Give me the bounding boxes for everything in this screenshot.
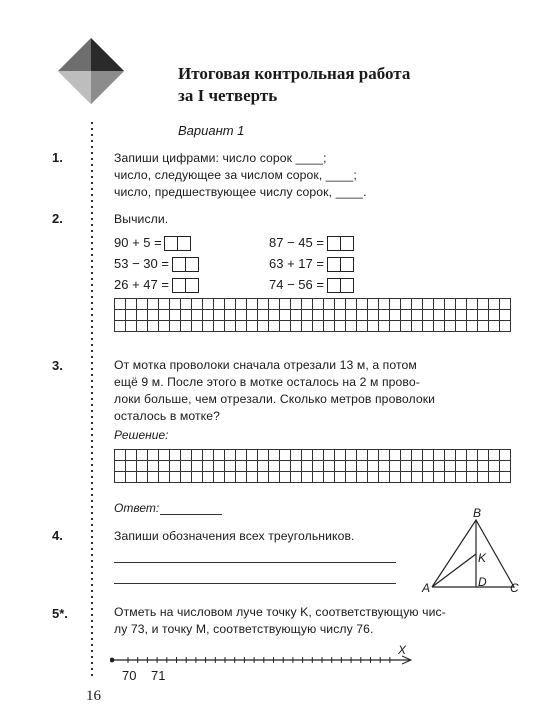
grid-cell[interactable]: [434, 310, 445, 321]
grid-cell[interactable]: [236, 472, 247, 483]
grid-cell[interactable]: [456, 472, 467, 483]
grid-cell[interactable]: [115, 461, 126, 472]
grid-cell[interactable]: [148, 450, 159, 461]
grid-cell[interactable]: [379, 450, 390, 461]
answer-line[interactable]: [114, 583, 396, 584]
equation-text: 87 − 45 =: [269, 235, 324, 250]
grid-cell[interactable]: [258, 461, 269, 472]
grid-cell[interactable]: [137, 310, 148, 321]
task-2-left-column: [114, 232, 199, 295]
grid-cell[interactable]: [236, 450, 247, 461]
grid-cell[interactable]: [159, 310, 170, 321]
grid-cell[interactable]: [478, 472, 489, 483]
title-line-2: за I четверть: [178, 86, 278, 105]
margin-dotted-line: [90, 120, 94, 680]
grid-cell[interactable]: [214, 450, 225, 461]
vertex-label-b: B: [473, 506, 482, 520]
page-title: [178, 63, 410, 107]
grid-cell[interactable]: [181, 472, 192, 483]
grid-cell[interactable]: [467, 450, 478, 461]
grid-cell[interactable]: [159, 321, 170, 332]
ray-origin-point: [110, 658, 114, 663]
grid-cell[interactable]: [357, 472, 368, 483]
grid-cell[interactable]: [269, 461, 280, 472]
grid-cell[interactable]: [412, 321, 423, 332]
answer-box[interactable]: [177, 236, 191, 251]
grid-cell[interactable]: [126, 461, 137, 472]
equation-text: 53 − 30 =: [114, 256, 169, 271]
grid-cell[interactable]: [445, 461, 456, 472]
grid-cell[interactable]: [412, 461, 423, 472]
vertex-label-k: K: [478, 551, 487, 565]
grid-cell[interactable]: [390, 450, 401, 461]
grid-cell[interactable]: [379, 461, 390, 472]
grid-cell[interactable]: [324, 321, 335, 332]
grid-cell[interactable]: [258, 450, 269, 461]
grid-cell[interactable]: [258, 310, 269, 321]
answer-line[interactable]: [114, 562, 396, 563]
grid-cell[interactable]: [401, 450, 412, 461]
grid-cell[interactable]: [148, 310, 159, 321]
grid-cell[interactable]: [456, 461, 467, 472]
grid-cell[interactable]: [346, 450, 357, 461]
grid-cell[interactable]: [159, 299, 170, 310]
vertex-label-a: A: [422, 581, 431, 595]
grid-cell[interactable]: [258, 321, 269, 332]
grid-cell[interactable]: [148, 461, 159, 472]
grid-cell[interactable]: [313, 450, 324, 461]
grid-cell[interactable]: [423, 461, 434, 472]
grid-cell[interactable]: [137, 450, 148, 461]
grid-cell[interactable]: [115, 472, 126, 483]
grid-cell[interactable]: [181, 310, 192, 321]
grid-cell[interactable]: [148, 299, 159, 310]
grid-cell[interactable]: [324, 450, 335, 461]
task-2-number: 2.: [52, 211, 63, 226]
equation-row: [114, 274, 199, 295]
equation-row: [114, 232, 199, 253]
grid-cell[interactable]: [170, 321, 181, 332]
grid-cell[interactable]: [401, 310, 412, 321]
grid-cell[interactable]: [236, 299, 247, 310]
grid-cell[interactable]: [159, 472, 170, 483]
grid-cell[interactable]: [434, 321, 445, 332]
answer-box[interactable]: [327, 278, 341, 293]
grid-cell[interactable]: [302, 310, 313, 321]
grid-cell[interactable]: [258, 472, 269, 483]
task-2-right-column: [269, 232, 354, 295]
vertex-label-c: C: [510, 581, 519, 595]
ray-tick-label-71: 71: [151, 668, 166, 683]
vertex-label-d: D: [478, 575, 487, 589]
grid-cell[interactable]: [313, 299, 324, 310]
grid-cell[interactable]: [203, 310, 214, 321]
grid-cell[interactable]: [346, 310, 357, 321]
grid-cell[interactable]: [181, 461, 192, 472]
grid-cell[interactable]: [489, 299, 500, 310]
grid-cell[interactable]: [225, 321, 236, 332]
answer-box[interactable]: [340, 236, 354, 251]
grid-cell[interactable]: [247, 321, 258, 332]
grid-cell[interactable]: [126, 450, 137, 461]
answer-box[interactable]: [340, 278, 354, 293]
task-1-line-3: число, предшествующее числу сорок, ____.: [114, 185, 367, 199]
grid-cell[interactable]: [456, 299, 467, 310]
grid-cell[interactable]: [368, 299, 379, 310]
task-2-instruction: Вычисли.: [114, 212, 169, 226]
grid-cell[interactable]: [214, 321, 225, 332]
answer-box[interactable]: [172, 257, 186, 272]
decorative-diamond-icon: [56, 36, 126, 106]
grid-cell[interactable]: [412, 310, 423, 321]
grid-cell[interactable]: [225, 299, 236, 310]
grid-cell[interactable]: [170, 461, 181, 472]
grid-cell[interactable]: [203, 472, 214, 483]
grid-cell[interactable]: [225, 450, 236, 461]
task-5-text: [114, 604, 446, 638]
grid-cell[interactable]: [401, 472, 412, 483]
task-4-instruction: Запиши обозначения всех треугольников.: [114, 529, 355, 543]
task-3-line-1: От мотка проволоки сначала отрезали 13 м, а потом: [114, 358, 417, 372]
grid-cell[interactable]: [313, 472, 324, 483]
grid-cell[interactable]: [324, 299, 335, 310]
grid-cell[interactable]: [291, 461, 302, 472]
grid-cell[interactable]: [291, 472, 302, 483]
grid-cell[interactable]: [115, 310, 126, 321]
task-1-number: 1.: [52, 150, 63, 165]
grid-cell[interactable]: [324, 461, 335, 472]
equation-row: [114, 253, 199, 274]
grid-cell[interactable]: [225, 461, 236, 472]
grid-cell[interactable]: [302, 450, 313, 461]
grid-cell[interactable]: [434, 299, 445, 310]
grid-cell[interactable]: [478, 321, 489, 332]
grid-cell[interactable]: [247, 310, 258, 321]
grid-cell[interactable]: [423, 450, 434, 461]
grid-cell[interactable]: [357, 310, 368, 321]
grid-cell[interactable]: [500, 310, 511, 321]
equation-row: [269, 253, 354, 274]
grid-cell[interactable]: [445, 472, 456, 483]
grid-cell[interactable]: [368, 461, 379, 472]
grid-cell[interactable]: [335, 450, 346, 461]
grid-cell[interactable]: [291, 310, 302, 321]
grid-cell[interactable]: [269, 450, 280, 461]
grid-cell[interactable]: [489, 472, 500, 483]
task-1-line-2: число, следующее за числом сорок, ____;: [114, 168, 357, 182]
grid-cell[interactable]: [478, 299, 489, 310]
grid-cell[interactable]: [302, 472, 313, 483]
grid-cell[interactable]: [192, 299, 203, 310]
grid-cell[interactable]: [357, 461, 368, 472]
answer-box[interactable]: [327, 236, 341, 251]
grid-cell[interactable]: [379, 321, 390, 332]
grid-cell[interactable]: [115, 299, 126, 310]
task-3-line-4: осталось в мотке?: [114, 409, 221, 423]
grid-cell[interactable]: [434, 461, 445, 472]
grid-cell[interactable]: [247, 461, 258, 472]
axis-label-x: X: [398, 643, 407, 657]
grid-cell[interactable]: [170, 472, 181, 483]
grid-cell[interactable]: [192, 472, 203, 483]
grid-cell[interactable]: [401, 461, 412, 472]
grid-cell[interactable]: [423, 310, 434, 321]
grid-cell[interactable]: [280, 321, 291, 332]
task-3-text: [114, 357, 435, 425]
grid-cell[interactable]: [214, 310, 225, 321]
answer-box[interactable]: [172, 278, 186, 293]
task-3-solution-grid[interactable]: [114, 449, 511, 483]
grid-cell[interactable]: [478, 450, 489, 461]
grid-cell[interactable]: [313, 310, 324, 321]
grid-cell[interactable]: [500, 461, 511, 472]
grid-cell[interactable]: [401, 299, 412, 310]
grid-cell[interactable]: [456, 321, 467, 332]
grid-cell[interactable]: [159, 450, 170, 461]
grid-cell[interactable]: [368, 310, 379, 321]
grid-cell[interactable]: [236, 321, 247, 332]
grid-cell[interactable]: [203, 461, 214, 472]
grid-cell[interactable]: [302, 461, 313, 472]
grid-cell[interactable]: [368, 450, 379, 461]
equation-text: 90 + 5 =: [114, 235, 162, 250]
grid-cell[interactable]: [335, 321, 346, 332]
grid-cell[interactable]: [423, 321, 434, 332]
grid-cell[interactable]: [291, 450, 302, 461]
grid-cell[interactable]: [258, 299, 269, 310]
grid-cell[interactable]: [247, 472, 258, 483]
grid-cell[interactable]: [368, 472, 379, 483]
equation-text: 63 + 17 =: [269, 256, 324, 271]
grid-cell[interactable]: [126, 472, 137, 483]
equation-row: [269, 274, 354, 295]
grid-cell[interactable]: [357, 450, 368, 461]
grid-cell[interactable]: [357, 299, 368, 310]
grid-cell[interactable]: [137, 461, 148, 472]
grid-cell[interactable]: [280, 450, 291, 461]
solution-label: Решение:: [114, 428, 169, 442]
grid-cell[interactable]: [346, 472, 357, 483]
grid-cell[interactable]: [467, 472, 478, 483]
grid-cell[interactable]: [225, 472, 236, 483]
grid-cell[interactable]: [236, 310, 247, 321]
grid-cell[interactable]: [181, 299, 192, 310]
grid-cell[interactable]: [390, 310, 401, 321]
grid-cell[interactable]: [390, 321, 401, 332]
grid-cell[interactable]: [192, 321, 203, 332]
grid-cell[interactable]: [467, 321, 478, 332]
grid-cell[interactable]: [335, 472, 346, 483]
grid-cell[interactable]: [181, 450, 192, 461]
title-line-1: Итоговая контрольная работа: [178, 64, 411, 83]
grid-cell[interactable]: [346, 299, 357, 310]
grid-cell[interactable]: [148, 472, 159, 483]
grid-cell[interactable]: [412, 472, 423, 483]
grid-cell[interactable]: [379, 310, 390, 321]
task-3-line-2: ещё 9 м. После этого в мотке осталось на 2 м прово-: [114, 375, 420, 389]
grid-cell[interactable]: [489, 461, 500, 472]
grid-cell[interactable]: [324, 472, 335, 483]
grid-cell[interactable]: [203, 299, 214, 310]
grid-cell[interactable]: [214, 472, 225, 483]
grid-cell[interactable]: [247, 450, 258, 461]
grid-cell[interactable]: [456, 310, 467, 321]
grid-cell[interactable]: [192, 450, 203, 461]
task-3-line-3: локи больше, чем отрезали. Сколько метров проволоки: [114, 392, 436, 406]
grid-cell[interactable]: [489, 321, 500, 332]
task-5-number: 5*.: [52, 606, 68, 621]
grid-cell[interactable]: [170, 310, 181, 321]
grid-cell[interactable]: [390, 461, 401, 472]
equation-row: [269, 232, 354, 253]
grid-cell[interactable]: [170, 299, 181, 310]
task-4-number: 4.: [52, 528, 63, 543]
grid-cell[interactable]: [412, 450, 423, 461]
task-3-number: 3.: [52, 358, 63, 373]
answer-box[interactable]: [340, 257, 354, 272]
equation-text: 74 − 56 =: [269, 277, 324, 292]
grid-cell[interactable]: [126, 310, 137, 321]
grid-cell[interactable]: [115, 321, 126, 332]
grid-cell[interactable]: [445, 450, 456, 461]
grid-cell[interactable]: [291, 321, 302, 332]
grid-cell[interactable]: [192, 310, 203, 321]
grid-cell[interactable]: [335, 310, 346, 321]
grid-cell[interactable]: [313, 321, 324, 332]
grid-cell[interactable]: [368, 321, 379, 332]
grid-cell[interactable]: [137, 472, 148, 483]
grid-cell[interactable]: [456, 450, 467, 461]
grid-cell[interactable]: [390, 299, 401, 310]
task-1-text: [114, 150, 367, 201]
task-2-work-grid[interactable]: [114, 298, 511, 332]
grid-cell[interactable]: [467, 310, 478, 321]
grid-cell[interactable]: [489, 450, 500, 461]
grid-cell[interactable]: [170, 450, 181, 461]
grid-cell[interactable]: [390, 472, 401, 483]
answer-box[interactable]: [164, 236, 178, 251]
grid-cell[interactable]: [269, 321, 280, 332]
grid-cell[interactable]: [467, 461, 478, 472]
grid-cell[interactable]: [500, 299, 511, 310]
grid-cell[interactable]: [302, 299, 313, 310]
grid-cell[interactable]: [412, 299, 423, 310]
grid-cell[interactable]: [115, 450, 126, 461]
task-1-line-1: Запиши цифрами: число сорок ____;: [114, 151, 327, 165]
grid-cell[interactable]: [500, 321, 511, 332]
grid-cell[interactable]: [137, 321, 148, 332]
grid-cell[interactable]: [280, 310, 291, 321]
grid-cell[interactable]: [335, 461, 346, 472]
grid-cell[interactable]: [434, 450, 445, 461]
grid-cell[interactable]: [423, 472, 434, 483]
grid-cell[interactable]: [126, 321, 137, 332]
grid-cell[interactable]: [280, 299, 291, 310]
grid-cell[interactable]: [401, 321, 412, 332]
grid-cell[interactable]: [434, 472, 445, 483]
variant-label: Вариант 1: [178, 123, 245, 138]
page-number: 16: [86, 688, 101, 704]
grid-cell[interactable]: [445, 321, 456, 332]
grid-cell[interactable]: [445, 310, 456, 321]
ray-tick-label-70: 70: [122, 668, 137, 683]
grid-cell[interactable]: [379, 299, 390, 310]
grid-cell[interactable]: [313, 461, 324, 472]
grid-cell[interactable]: [280, 472, 291, 483]
grid-cell[interactable]: [478, 461, 489, 472]
answer-box[interactable]: [185, 257, 199, 272]
grid-cell[interactable]: [148, 321, 159, 332]
grid-cell[interactable]: [423, 299, 434, 310]
grid-cell[interactable]: [247, 299, 258, 310]
answer-box[interactable]: [185, 278, 199, 293]
grid-cell[interactable]: [500, 450, 511, 461]
grid-cell[interactable]: [346, 461, 357, 472]
grid-cell[interactable]: [478, 310, 489, 321]
grid-cell[interactable]: [225, 310, 236, 321]
grid-cell[interactable]: [445, 299, 456, 310]
grid-cell[interactable]: [269, 310, 280, 321]
grid-cell[interactable]: [203, 450, 214, 461]
equation-text: 26 + 47 =: [114, 277, 169, 292]
grid-cell[interactable]: [489, 310, 500, 321]
answer-label: Ответ:: [114, 501, 160, 515]
grid-cell[interactable]: [346, 321, 357, 332]
task-5-line-1: Отметь на числовом луче точку K, соответствующую чис-: [114, 605, 446, 619]
grid-cell[interactable]: [214, 461, 225, 472]
grid-cell[interactable]: [137, 299, 148, 310]
grid-cell[interactable]: [203, 321, 214, 332]
grid-cell[interactable]: [269, 472, 280, 483]
grid-cell[interactable]: [357, 321, 368, 332]
grid-cell[interactable]: [126, 299, 137, 310]
grid-cell[interactable]: [236, 461, 247, 472]
grid-cell[interactable]: [214, 299, 225, 310]
grid-cell[interactable]: [181, 321, 192, 332]
grid-cell[interactable]: [467, 299, 478, 310]
answer-box[interactable]: [327, 257, 341, 272]
grid-cell[interactable]: [379, 472, 390, 483]
grid-cell[interactable]: [192, 461, 203, 472]
grid-cell[interactable]: [291, 299, 302, 310]
task-5-line-2: лу 73, и точку M, соответствующую числу 76.: [114, 622, 374, 636]
grid-cell[interactable]: [280, 461, 291, 472]
grid-cell[interactable]: [335, 299, 346, 310]
grid-cell[interactable]: [500, 472, 511, 483]
grid-cell[interactable]: [324, 310, 335, 321]
grid-cell[interactable]: [302, 321, 313, 332]
grid-cell[interactable]: [269, 299, 280, 310]
answer-line[interactable]: [160, 514, 222, 515]
grid-cell[interactable]: [159, 461, 170, 472]
